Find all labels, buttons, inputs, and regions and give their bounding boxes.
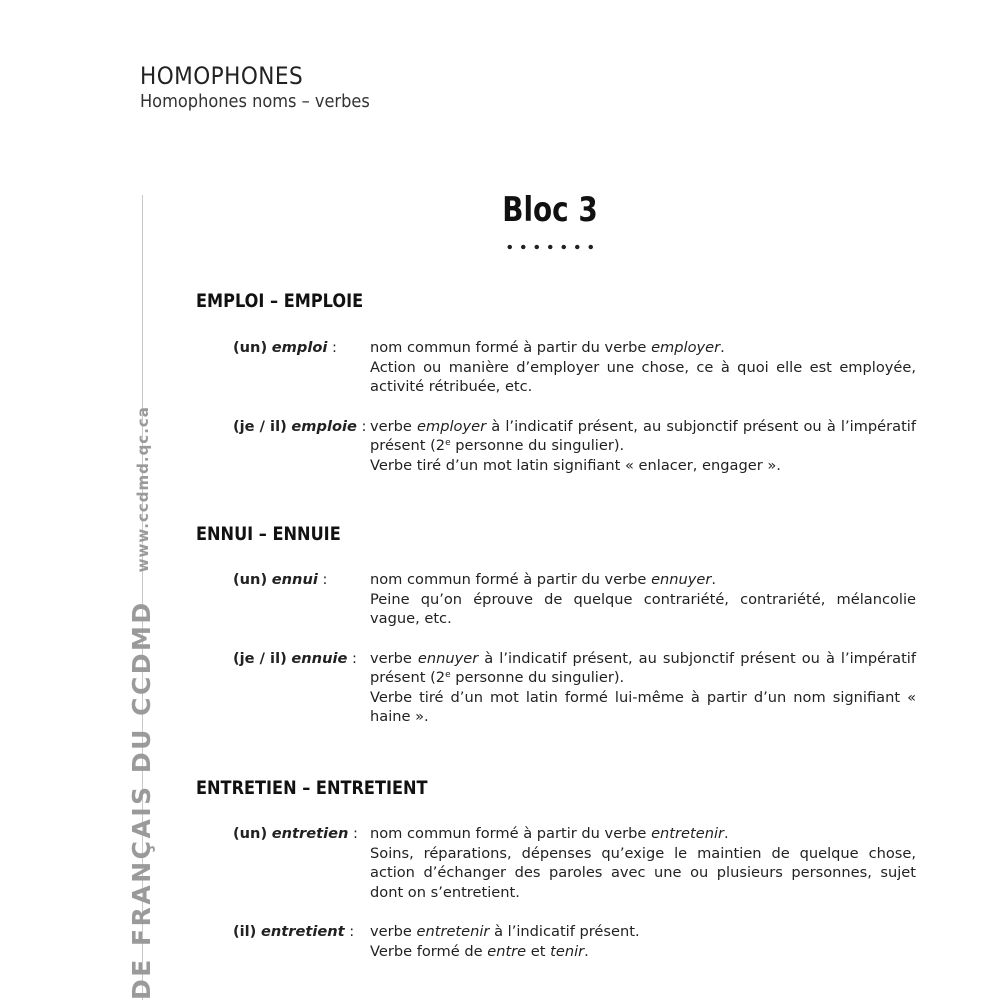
entry-ennuie-verb (196, 649, 916, 727)
entry-term: (un) emploi : (233, 339, 337, 356)
entry-term: (un) entretien : (233, 825, 358, 842)
entry-emploi-noun (196, 338, 916, 397)
section-title: ENNUI – ENNUIE (196, 523, 341, 545)
entry-definition: verbe employer à l’indicatif présent, au subjonctif présent ou à l’impératif présent (2e personne du singulier). Verbe tiré d’un mot latin signifiant « enlacer, engager ». (370, 417, 916, 474)
entry-entretient-verb (196, 922, 916, 961)
entry-term: (je / il) emploie : (233, 417, 367, 435)
entry-definition: nom commun formé à partir du verbe entretenir. Soins, réparations, dépenses qu’exige le maintien de quelque chose, action d’échanger des paroles avec une ou plusieurs personnes, sujet dont on s’entretient. (370, 825, 916, 901)
page-header (140, 62, 395, 114)
entry-term: (un) ennui : (233, 571, 328, 588)
bloc-dotted-underline (503, 244, 597, 250)
entry-definition: verbe ennuyer à l’indicatif présent, au subjonctif présent ou à l’impératif présent (2e personne du singulier). Verbe tiré d’un mot latin formé lui-même à partir d’un nom signifiant « haine ». (370, 649, 916, 725)
page-subtitle: Homophones noms – verbes (140, 91, 370, 112)
entry-definition: verbe entretenir à l’indicatif présent. Verbe formé de entre et tenir. (370, 923, 640, 960)
entry-definition: nom commun formé à partir du verbe employer. Action ou manière d’employer une chose, ce à quoi elle est employée, activité rétribuée, etc. (370, 339, 916, 395)
section-title: ENTRETIEN – ENTRETIENT (196, 777, 428, 799)
entry-ennui-noun (196, 570, 916, 629)
entry-term: (il) entretient : (233, 923, 355, 940)
side-watermark (127, 406, 156, 1000)
section-emploi (196, 290, 916, 475)
section-title: EMPLOI – EMPLOIE (196, 290, 364, 312)
entry-definition: nom commun formé à partir du verbe ennuyer. Peine qu’on éprouve de quelque contrariété, contrariété, mélancolie vague, etc. (370, 571, 916, 627)
section-entretien (196, 777, 916, 961)
bloc-title: Bloc 3 (502, 190, 598, 230)
entry-emploie-verb (196, 417, 916, 476)
side-url: www.ccdmd.qc.ca (134, 406, 152, 573)
page-title: HOMOPHONES (140, 62, 304, 90)
section-ennui (196, 523, 916, 727)
entry-entretien-noun (196, 824, 916, 902)
side-brand: DE FRANÇAIS DU CCDMD (127, 600, 156, 1000)
entry-term: (je / il) ennuie : (233, 649, 357, 667)
